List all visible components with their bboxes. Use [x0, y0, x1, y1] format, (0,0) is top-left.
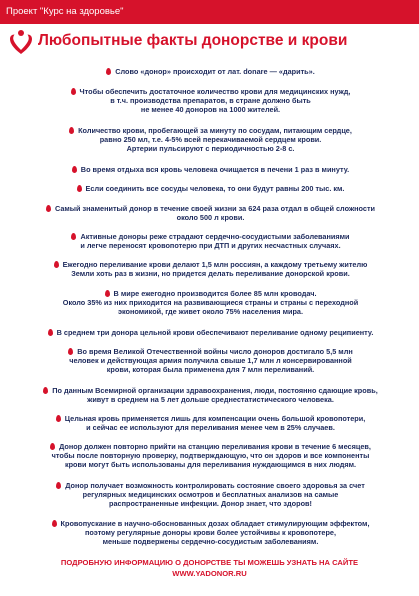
- fact-text: По данным Всемирной организации здравоохранения, люди, постоянно сдающие кровь, живут в среднем на 5 лет дольше среднестатистического человека.: [52, 386, 378, 405]
- fact-text: В мире ежегодно производится более 85 млн кроводач. Около 35% из них приходится на развивающиеся страны и страны с переходной экономикой, где живет около 75% населения мира.: [62, 289, 359, 317]
- fact-text: Цельная кровь применяется лишь для компенсации очень большой кровопотери, и сейчас ее используют для переливания менее чем в 25% случаев.: [64, 414, 366, 433]
- blood-drop-icon: [71, 88, 76, 95]
- fact-item: [8, 328, 413, 337]
- page-title: Любопытные факты донорстве и крови: [38, 32, 348, 49]
- fact-item: [8, 184, 413, 193]
- header: [0, 27, 419, 57]
- fact-text: Слово «донор» происходит от лат. donare — «дарить».: [115, 67, 315, 76]
- fact-text: Во время Великой Отечественной войны число доноров достигало 5,5 млн человек и действующая армия получила свыше 1,7 млн л консервированной крови, которая была применена для 7 млн переливаний.: [69, 347, 353, 375]
- blood-drop-icon: [72, 166, 77, 173]
- blood-drop-icon: [71, 233, 76, 240]
- fact-text: Чтобы обеспечить достаточное количество крови для медицинских нужд, в т.ч. производства препаратов, в стране должно быть не менее 40 доноров на 1000 жителей.: [79, 87, 351, 115]
- footer-info-text: ПОДРОБНУЮ ИНФОРМАЦИЮ О ДОНОРСТВЕ ТЫ МОЖЕШЬ УЗНАТЬ НА САЙТЕ: [60, 558, 359, 567]
- heart-figure-logo-icon: [9, 29, 33, 55]
- blood-drop-icon: [48, 329, 53, 336]
- blood-drop-icon: [69, 127, 74, 134]
- blood-drop-icon: [50, 443, 55, 450]
- blood-drop-icon: [77, 185, 82, 192]
- fact-text: Во время отдыха вся кровь человека очищается в печени 1 раз в минуту.: [80, 165, 350, 174]
- fact-item: [8, 260, 413, 278]
- fact-item: [8, 204, 413, 222]
- blood-drop-icon: [52, 520, 57, 527]
- blood-drop-icon: [43, 387, 48, 394]
- fact-item: [8, 386, 413, 404]
- blood-drop-icon: [106, 68, 111, 75]
- fact-item: [8, 232, 413, 250]
- fact-item: [8, 481, 413, 509]
- blood-drop-icon: [46, 205, 51, 212]
- fact-text: Донор получает возможность контролировать состояние своего здоровья за счет регулярных медицинских осмотров и бесплатных анализов на самые распространенные инфекции. Донор знает, что здоров!: [65, 481, 365, 509]
- blood-drop-icon: [68, 348, 73, 355]
- fact-item: [8, 67, 413, 76]
- footer-website-link[interactable]: WWW.YADONOR.RU: [172, 569, 247, 578]
- blood-drop-icon: [105, 290, 110, 297]
- fact-item: [8, 347, 413, 375]
- fact-item: [8, 126, 413, 154]
- fact-item: [8, 414, 413, 432]
- project-label: Проект "Курс на здоровье": [6, 6, 124, 17]
- fact-text: Донор должен повторно прийти на станцию переливания крови в течение 6 месяцев, чтобы после повторную проверку, подтверждающую, что он здоров и все компоненты крови могут быть использованы для переливания нуждающимся в них людям.: [51, 442, 371, 470]
- fact-text: Ежегодно переливание крови делают 1,5 млн россиян, а каждому третьему жителю Земли хоть раз в жизни, но придется делать переливание донорской крови.: [62, 260, 368, 279]
- fact-text: Кровопускание в научно-обоснованных дозах обладает стимулирующим эффектом, поэтому регулярные доноры крови более устойчивы к кровопотере, меньше подвержены сердечно-сосудистым заболеваниям.: [60, 519, 370, 547]
- fact-text: Если соединить все сосуды человека, то они будут равны 200 тыс. км.: [85, 184, 345, 193]
- fact-text: Самый знаменитый донор в течение своей жизни за 624 раза отдал в общей сложности около 500 л крови.: [54, 204, 376, 223]
- fact-item: [8, 289, 413, 317]
- fact-item: [8, 442, 413, 470]
- top-bar: [0, 0, 419, 24]
- fact-text: В среднем три донора цельной крови обеспечивают переливание одному реципиенту.: [56, 328, 374, 337]
- fact-text: Активные доноры реже страдают сердечно-сосудистыми заболеваниями и легче переносят кровопотерю при ДТП и других несчастных случаях.: [80, 232, 350, 251]
- blood-drop-icon: [56, 482, 61, 489]
- fact-item: [8, 165, 413, 174]
- fact-item: [8, 87, 413, 115]
- fact-text: Количество крови, пробегающей за минуту по сосудам, питающим сердце, равно 250 мл, т.е. 4-5% всей перекачиваемой сердцем крови. Артерии пульсируют с периодичностью 2-8 с.: [78, 126, 352, 154]
- fact-item: [8, 519, 413, 547]
- blood-drop-icon: [56, 415, 61, 422]
- blood-drop-icon: [54, 261, 59, 268]
